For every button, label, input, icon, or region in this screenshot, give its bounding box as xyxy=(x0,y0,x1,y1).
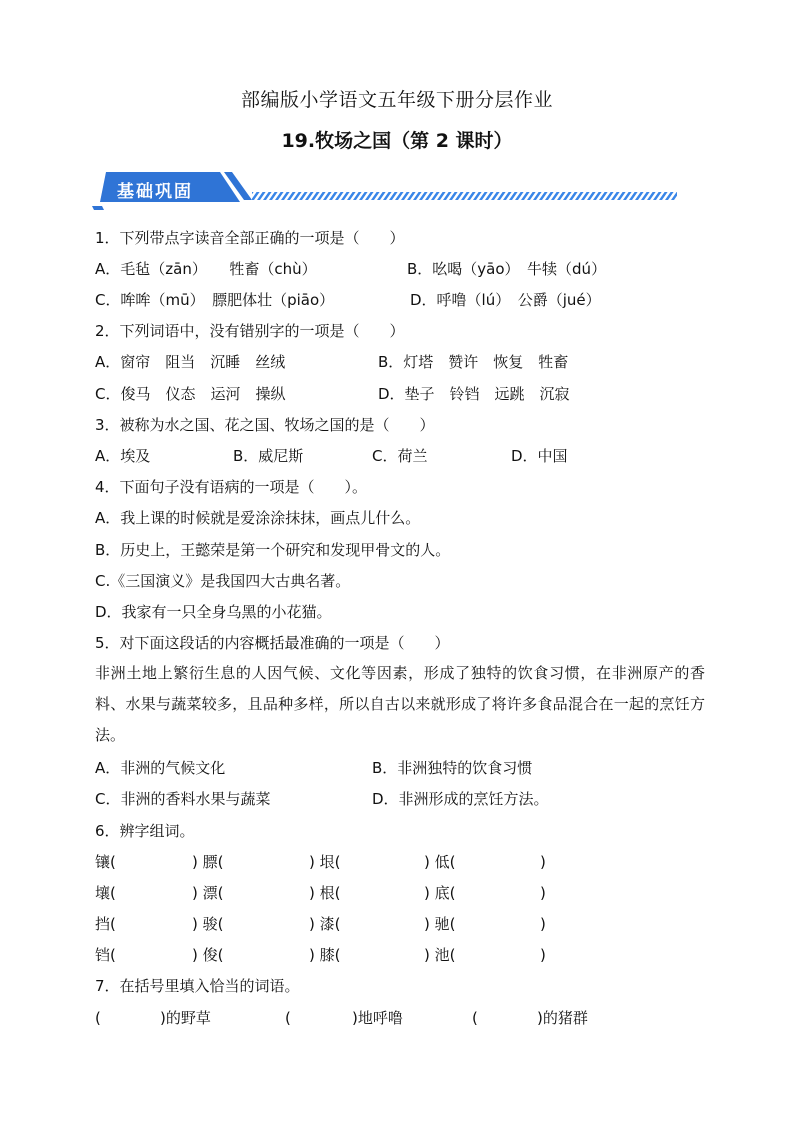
q1-option-a: A．毛毡（zān） 牲畜（chù） xyxy=(95,260,317,278)
q4-option-d: D．我家有一只全身乌黑的小花猫。 xyxy=(95,603,332,621)
q6-cell: ) 根( xyxy=(309,884,341,902)
q1-option-d: D．呼噜（lú） 公爵（jué） xyxy=(410,291,601,309)
q6-cell: 壤( xyxy=(95,884,116,902)
q6-cell: ) 池( xyxy=(424,946,456,964)
q6-cell: ) 底( xyxy=(424,884,456,902)
q6-cell: ) 漂( xyxy=(192,884,224,902)
q5-option-b: B．非洲独特的饮食习惯 xyxy=(372,759,533,777)
q6-cell: ) xyxy=(540,915,546,933)
q7-blank-3: )的猪群 xyxy=(537,1009,588,1027)
q6-cell: ) 骏( xyxy=(192,915,224,933)
lesson-title: 19.牧场之国（第 2 课时） xyxy=(281,130,513,152)
q6-cell: ) 膝( xyxy=(309,946,341,964)
q6-cell: 镶( xyxy=(95,853,116,871)
q7-blank-open: ( xyxy=(95,1009,101,1027)
q4-option-a: A．我上课的时候就是爱涂涂抹抹，画点儿什么。 xyxy=(95,509,421,527)
banner-stripes xyxy=(252,192,677,200)
q3-option-c: C．荷兰 xyxy=(372,447,428,465)
q3-stem: 3．被称为水之国、花之国、牧场之国的是（ ） xyxy=(95,416,435,434)
q6-cell: ) 漆( xyxy=(309,915,341,933)
q5-option-a: A．非洲的气候文化 xyxy=(95,759,226,777)
q2-option-b: B．灯塔 赞许 恢复 牲畜 xyxy=(378,353,569,371)
q6-cell: ) 俊( xyxy=(192,946,224,964)
q7-blank-2: )地呼噜 xyxy=(352,1009,403,1027)
q2-option-a: A．窗帘 阻当 沉睡 丝绒 xyxy=(95,353,286,371)
q6-cell: ) 垠( xyxy=(309,853,341,871)
section-label: 基础巩固 xyxy=(117,182,193,202)
q4-stem: 4．下面句子没有语病的一项是（ ）。 xyxy=(95,478,368,496)
q5-option-c: C．非洲的香料水果与蔬菜 xyxy=(95,790,271,808)
q4-option-b: B．历史上，王懿荣是第一个研究和发现甲骨文的人。 xyxy=(95,541,451,559)
q5-passage: 非洲土地上繁衍生息的人因气候、文化等因素，形成了独特的饮食习惯，在非洲原产的香料、水果与蔬菜较多，且品种多样，所以自古以来就形成了将许多食品混合在一起的烹饪方法。 xyxy=(95,664,705,744)
q2-option-c: C．俊马 仪态 运河 操纵 xyxy=(95,385,286,403)
q6-cell: ) xyxy=(540,853,546,871)
banner-corner xyxy=(92,206,104,210)
document-title: 部编版小学语文五年级下册分层作业 xyxy=(240,89,553,111)
q6-cell: ) xyxy=(540,946,546,964)
q2-stem: 2．下列词语中，没有错别字的一项是（ ） xyxy=(95,322,405,340)
q5-stem: 5．对下面这段话的内容概括最准确的一项是（ ） xyxy=(95,634,450,652)
q3-option-b: B．威尼斯 xyxy=(233,447,304,465)
q1-option-b: B．吆喝（yāo） 牛犊（dú） xyxy=(407,260,607,278)
q6-cell: 铛( xyxy=(95,946,116,964)
q6-cell: ) 膘( xyxy=(192,853,224,871)
q6-cell: ) 驰( xyxy=(424,915,456,933)
q6-stem: 6．辨字组词。 xyxy=(95,822,195,840)
q7-blank-1: )的野草 xyxy=(160,1009,211,1027)
q2-option-d: D．垫子 铃铛 远跳 沉寂 xyxy=(378,385,570,403)
q3-option-d: D．中国 xyxy=(511,447,568,465)
q7-blank-open: ( xyxy=(285,1009,291,1027)
q4-option-c: C.《三国演义》是我国四大古典名著。 xyxy=(95,572,351,590)
q1-stem: 1．下列带点字读音全部正确的一项是（ ） xyxy=(95,229,405,247)
q7-blank-open: ( xyxy=(472,1009,478,1027)
q6-cell: ) 低( xyxy=(424,853,456,871)
q1-option-c: C．哞哞（mū） 膘肥体壮（piāo） xyxy=(95,291,335,309)
q6-cell: 挡( xyxy=(95,915,116,933)
q5-option-d: D．非洲形成的烹饪方法。 xyxy=(372,790,549,808)
q3-option-a: A．埃及 xyxy=(95,447,151,465)
q6-cell: ) xyxy=(540,884,546,902)
q7-stem: 7．在括号里填入恰当的词语。 xyxy=(95,977,300,995)
